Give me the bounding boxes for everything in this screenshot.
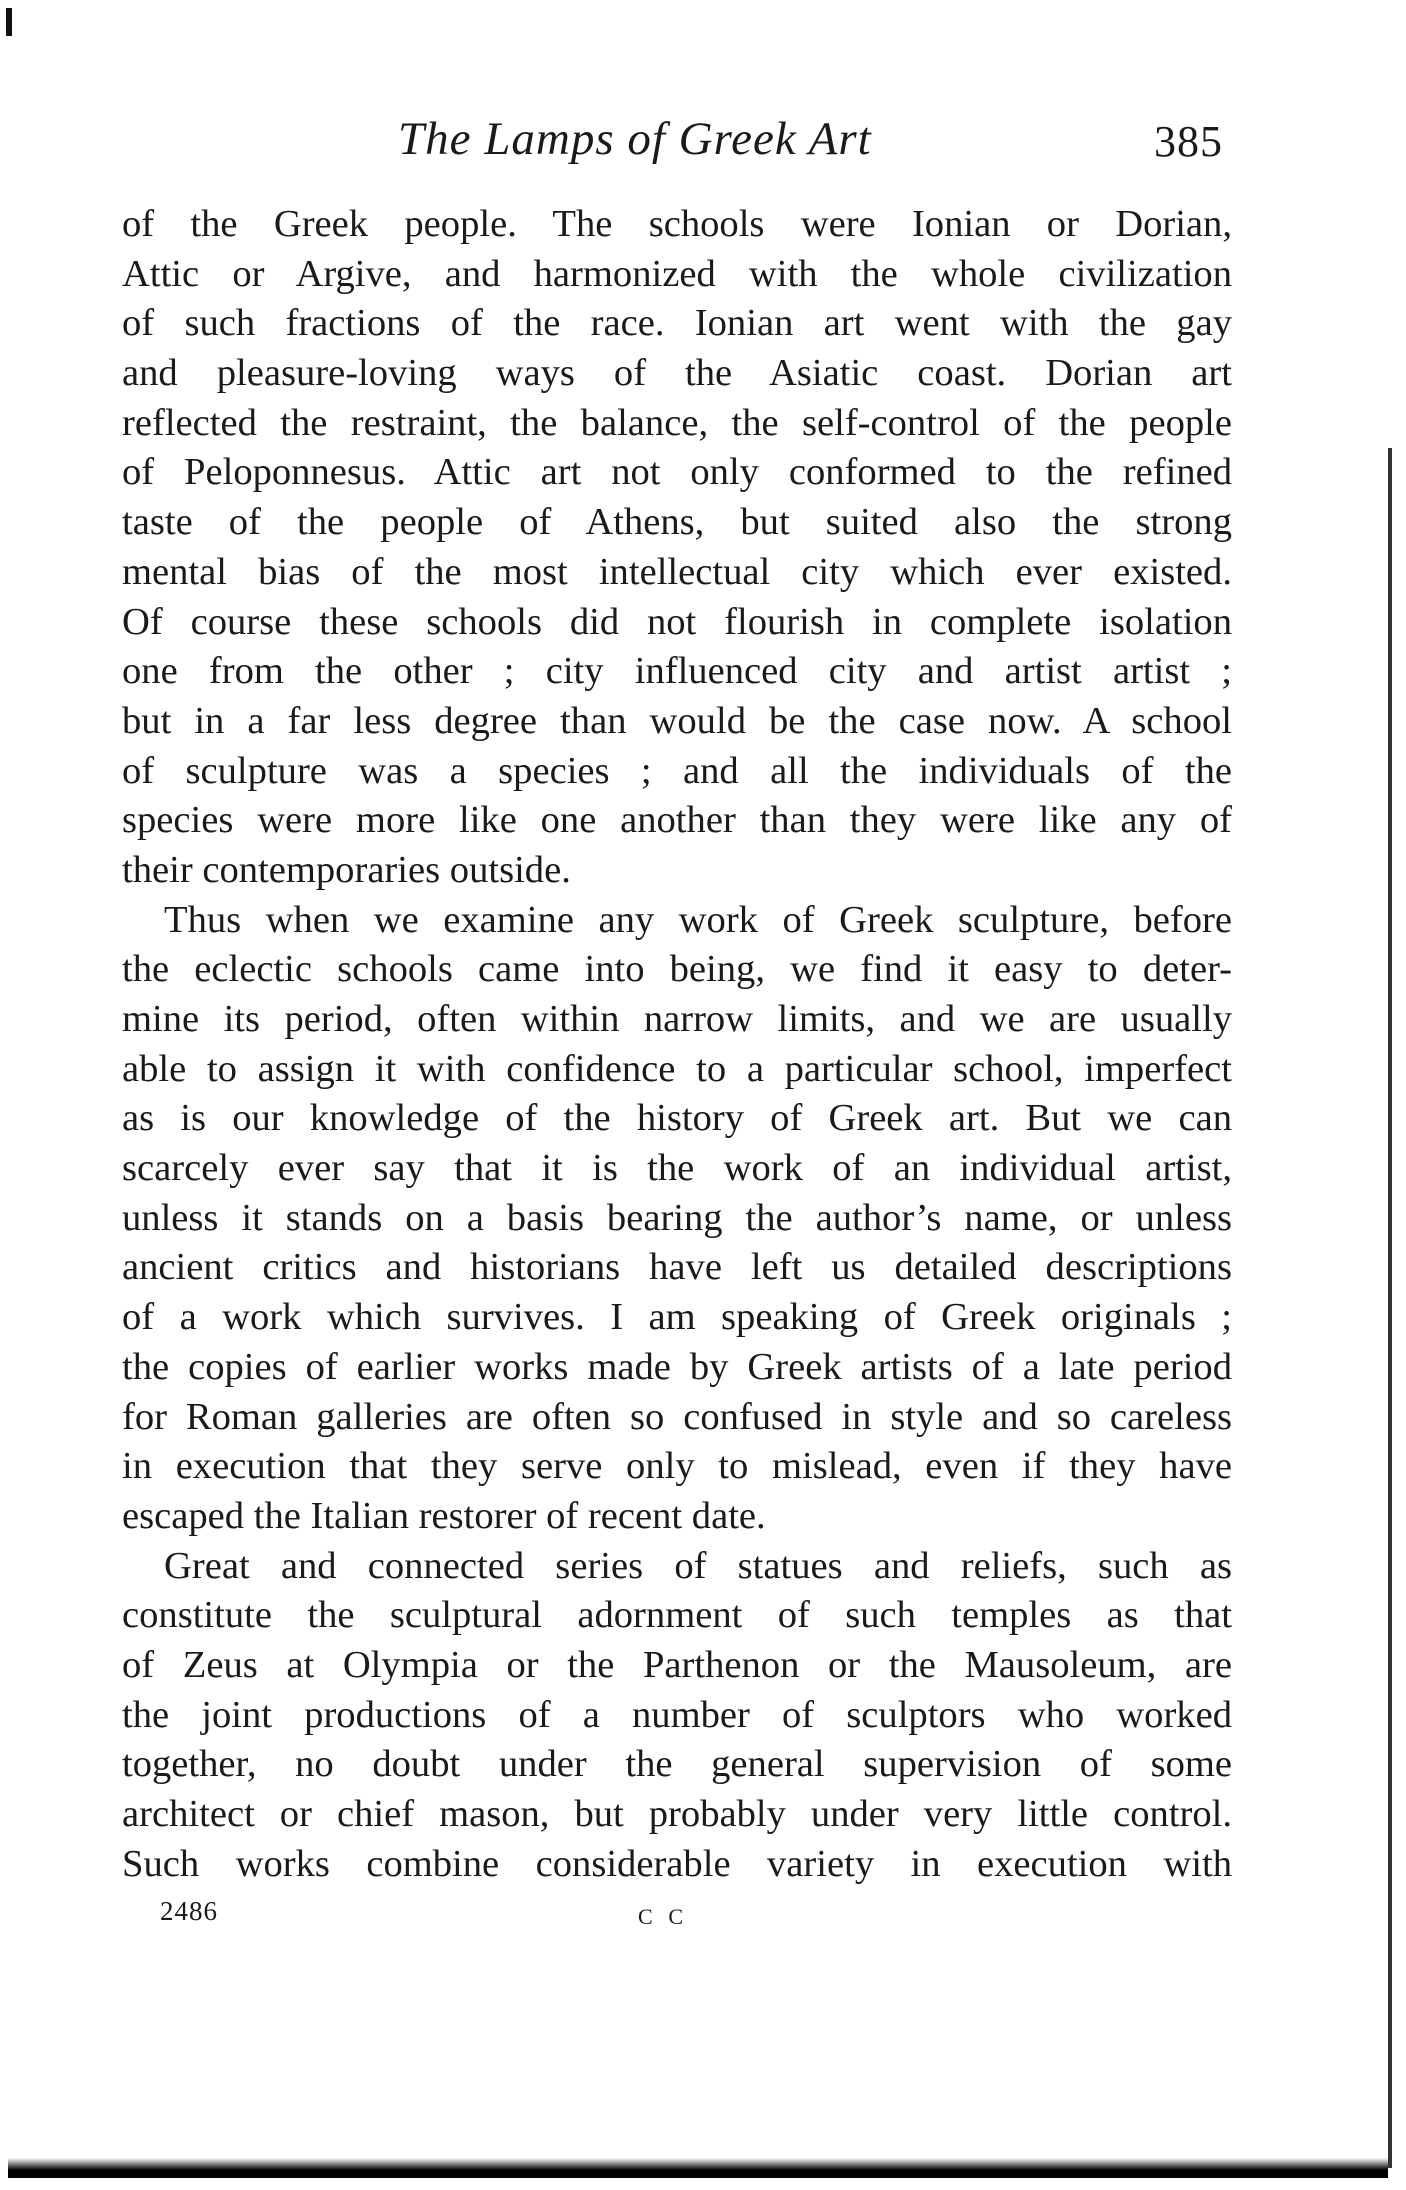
text-line: escaped the Italian restorer of recent date.: [122, 1494, 766, 1537]
text-line: Such works combine considerable variety in execution with: [122, 1842, 1232, 1885]
text-line: but in a far less degree than would be the case now. A school: [122, 699, 1232, 742]
text-line: the joint productions of a number of sculptors who worked: [122, 1693, 1232, 1736]
scan-corner-mark: [6, 8, 12, 36]
text-line: as is our knowledge of the history of Greek art. But we can: [122, 1097, 1232, 1140]
paragraph-1: [122, 200, 1232, 896]
text-line: taste of the people of Athens, but suited also the strong: [122, 501, 1232, 544]
text-line: architect or chief mason, but probably under very little control.: [122, 1793, 1232, 1835]
text-line: of Peloponnesus. Attic art not only conformed to the refined: [122, 451, 1232, 494]
text-line: for Roman galleries are often so confused in style and so careless: [122, 1395, 1232, 1438]
text-line: the eclectic schools came into being, we find it easy to deter-: [122, 948, 1232, 991]
text-line: Attic or Argive, and harmonized with the whole civilization: [122, 252, 1232, 295]
text-line: together, no doubt under the general supervision of some: [122, 1743, 1232, 1786]
printer-signature: [160, 1896, 760, 1936]
text-line: mine its period, often within narrow limits, and we are usually: [122, 998, 1232, 1040]
body-text: [122, 200, 1232, 1889]
text-line: one from the other ; city influenced city and artist artist ;: [122, 650, 1232, 693]
text-line: of a work which survives. I am speaking of Greek originals ;: [122, 1296, 1232, 1339]
running-title: The Lamps of Greek Art: [398, 113, 872, 165]
text-line: species were more like one another than they were like any of: [122, 799, 1232, 842]
text-line: unless it stands on a basis bearing the author’s name, or unless: [122, 1196, 1232, 1239]
text-line: Great and connected series of statues and reliefs, such as: [164, 1544, 1232, 1587]
page-number: 385: [1154, 117, 1223, 166]
paragraph-2: [122, 896, 1232, 1542]
text-line: Thus when we examine any work of Greek sculpture, before: [164, 898, 1232, 941]
text-line: their contemporaries outside.: [122, 848, 571, 891]
text-line: and pleasure-loving ways of the Asiatic coast. Dorian art: [122, 352, 1232, 395]
paragraph-3: [122, 1542, 1232, 1890]
text-line: the copies of earlier works made by Greek artists of a late period: [122, 1345, 1232, 1388]
text-line: constitute the sculptural adornment of such temples as that: [122, 1594, 1232, 1637]
text-line: ancient critics and historians have left us detailed descriptions: [122, 1246, 1232, 1289]
text-line: of the Greek people. The schools were Ionian or Dorian,: [122, 203, 1232, 245]
text-line: Of course these schools did not flourish in complete isolation: [122, 600, 1232, 643]
signature-mark: c c: [638, 1896, 688, 1931]
signature-number: 2486: [160, 1896, 218, 1926]
text-line: reflected the restraint, the balance, the self-control of the people: [122, 401, 1232, 444]
text-line: in execution that they serve only to mislead, even if they have: [122, 1445, 1232, 1488]
page-edge-bottom: [8, 2158, 1388, 2178]
text-line: scarcely ever say that it is the work of an individual artist,: [122, 1147, 1232, 1190]
running-head: [122, 112, 1232, 172]
text-line: of Zeus at Olympia or the Parthenon or the Mausoleum, are: [122, 1643, 1232, 1686]
text-line: mental bias of the most intellectual city which ever existed.: [122, 550, 1232, 593]
text-line: of sculpture was a species ; and all the individuals of the: [122, 749, 1232, 792]
page-edge-right: [1388, 448, 1392, 2168]
text-line: of such fractions of the race. Ionian art went with the gay: [122, 302, 1232, 345]
text-line: able to assign it with confidence to a particular school, imperfect: [122, 1047, 1232, 1090]
